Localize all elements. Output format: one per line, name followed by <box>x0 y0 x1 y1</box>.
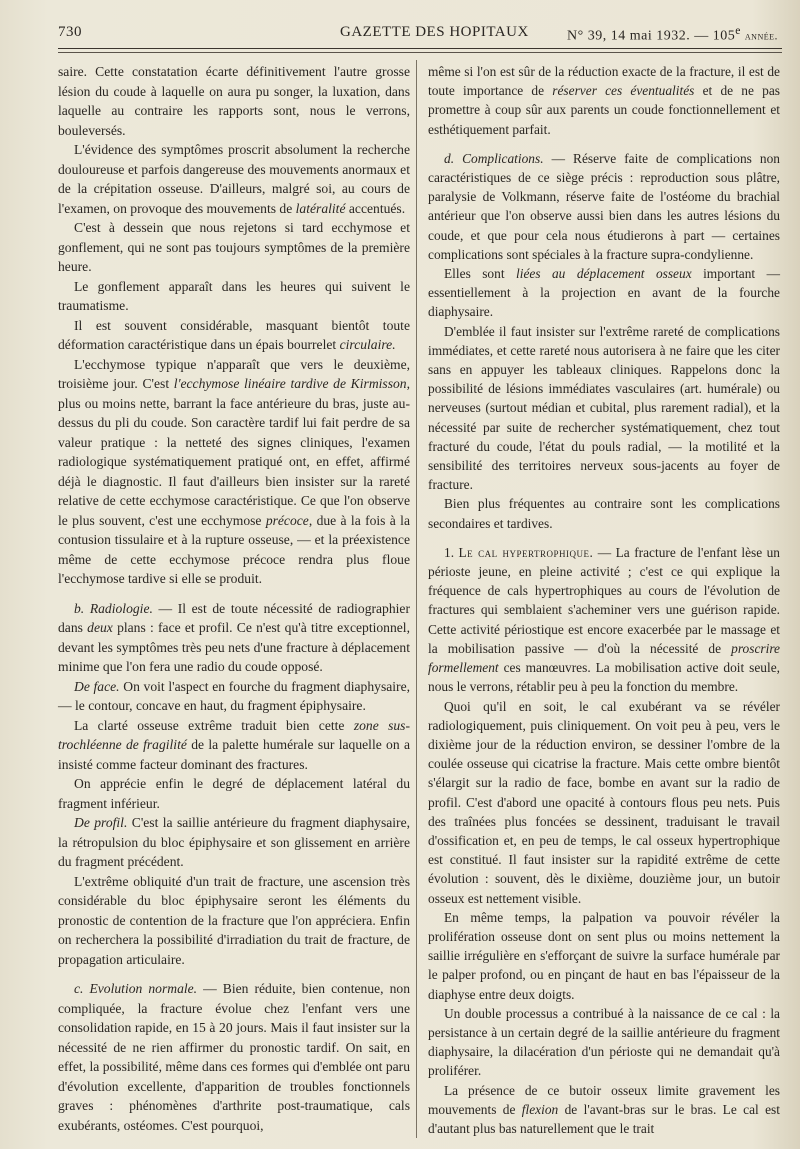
text-run: — Réserve faite de complications non caractéristiques de ce siège précis : reproduction sous plâtre, paralysie de Volkmann, réserve faite de l'ostéome du brachial antérieur que l'on observe aussi bien dans les autres lésions du coude, et que pour cela nous étudierons à part — certaines complications sont spéciales à la fracture supra-condylienne. <box>428 150 780 262</box>
paragraph <box>428 322 780 495</box>
text-run: et de ne pas promettre à coup sûr aux parents un coude fonctionnellement et esthétiquement parfait. <box>428 83 780 137</box>
text-run: c. Evolution normale. <box>74 981 198 996</box>
text-run: de l'avant-bras sur le bras. Le cal est d'autant plus bas naturellement que le trait <box>428 1101 780 1136</box>
text-run: accentués. <box>345 200 406 216</box>
text-run: C'est la saillie antérieure du fragment diaphysaire, la rétropulsion du bloc épiphysaire et son glissement en arrière du fragment précédent. <box>58 815 411 869</box>
text-run: L'extrême obliquité d'un trait de fracture, une ascension très considérable du bloc épiphysaire seront les éléments du pronostic de contention de la fracture que l'on appréciera. Enfin on recherchera la possibilité d'irradiation du trait de fracture, de propagation articulaire. <box>58 873 410 967</box>
paragraph <box>58 716 410 775</box>
left-column <box>58 62 410 1135</box>
paragraph <box>58 872 410 970</box>
issue-superscript: e <box>735 24 741 37</box>
text-run: C'est à dessein que nous rejetons si tard ecchymose et gonflement, qui ne sont pas toujours symptômes de la première heure. <box>58 220 410 274</box>
text-run: ces manœuvres. La mobilisation active doit seule, nous le verrons, rétablir peu à peu la fonction du membre. <box>428 660 780 695</box>
text-run: flexion <box>521 1101 559 1117</box>
paragraph <box>428 1004 780 1081</box>
text-run: Le gonflement apparaît dans les heures qui suivent le traumatisme. <box>58 278 410 313</box>
text-run: 1. <box>444 544 459 560</box>
text-run: deux <box>87 620 113 635</box>
paragraph <box>428 494 780 532</box>
paragraph <box>58 277 410 316</box>
paragraph <box>58 813 410 872</box>
text-run: — Il est de toute nécessité de radiographier dans <box>58 600 410 635</box>
text-run: liées au déplacement osseux <box>516 266 692 282</box>
text-run: On apprécie enfin le degré de déplacement latéral du fragment inférieur. <box>58 776 410 811</box>
page-number: 730 <box>58 24 82 40</box>
text-run: En même temps, la palpation va pouvoir révéler la prolifération osseuse dont on sent plus ou moins nettement la saillie irrégulière en s'efforçant de suivre la surface humérale par le palper profond, ou en pinçant de haut en bas l'épaisseur de la diaphyse entre deux doigts. <box>428 909 780 1002</box>
text-run: important — essentiellement à la projection en avant de la fourche diaphysaire. <box>428 266 780 320</box>
paragraph <box>58 677 410 716</box>
text-run: On voit l'aspect en fourche du fragment diaphysaire, — le contour, concave en haut, du fragment épiphysaire. <box>58 678 410 713</box>
text-run: b. Radiologie. <box>74 600 153 616</box>
text-run: De face. <box>74 678 120 694</box>
section-evolution <box>58 979 410 1135</box>
issue-annee: année. <box>744 28 778 43</box>
text-run: L'ecchymose typique n'apparaît que vers le deuxième, troisième jour. C'est <box>58 356 410 391</box>
header-rule-thin <box>58 52 782 53</box>
text-run: De profil. <box>74 815 128 830</box>
page-header <box>58 22 778 46</box>
paragraph <box>58 316 410 355</box>
text-run: Bien plus fréquentes au contraire sont les complications secondaires et tardives. <box>428 496 780 531</box>
text-run: de la palette humérale sur laquelle on a insisté comme facteur dominant des fractures. <box>58 737 410 772</box>
text-run: Quoi qu'il en soit, le cal exubérant va se révéler radiologiquement, puis cliniquement. On voit peu à peu, vers le dixième jour de la réduction environ, se dessiner l'ombre de la coulée osseuse qui cicatrise la fracture. Mais cette ombre bientôt s'élargit sur la radio de face, bombe en avant sur la radio de profil. C'est d'abord une opacité à contours flous peu nets. Puis des traînées plus foncées se dessinent, traduisant le travail d'ossification et, en peu de temps, le cal osseux hypertrophique est constitué. Il faut insister sur la rapidité extrême de cette évolution : souvent, dès le dixième, douzième jour, un butoir osseux est nettement visible. <box>428 698 780 906</box>
text-run: d. Complications. <box>444 150 544 166</box>
right-column <box>428 62 780 1138</box>
section-complications <box>428 149 780 264</box>
paragraph <box>428 62 780 139</box>
text-run: — La fracture de l'enfant lèse un périoste jeune, en pleine activité ; c'est ce qui explique la fréquence de cals hypertrophiques au cours de l'évolution de fractures qui semblaient s'acheminer vers une guérison rapide. Cette activité périostique est encore exacerbée par le massage et la mobilisation passive — d'où la nécessité de <box>428 544 781 656</box>
text-run: précoce <box>265 512 309 528</box>
paragraph <box>58 355 410 589</box>
text-run: réserver ces éventualités <box>552 83 695 99</box>
text-run: latéralité <box>295 200 346 216</box>
text-run: saire. Cette constatation écarte définitivement l'autre grosse lésion du coude à laquelle on aura pu songer, la luxation, dans laquelle au contraire les rapports sont, nous le verrons, bouleversés. <box>58 64 410 138</box>
paragraph <box>428 1081 780 1139</box>
text-run: Un double processus a contribué à la naissance de ce cal : la persistance à un certain degré de la saillie antérieure du fragment diaphysaire, la dilacération d'un périoste qui ne demandait qu'à proliférer. <box>428 1005 780 1079</box>
text-run: plans : face et profil. Ce n'est qu'à titre exceptionnel, devant les symptômes très peu nets d'une fracture à déplacement minime que l'on fera une radio du coude opposé. <box>58 620 410 674</box>
paragraph <box>428 264 780 322</box>
paragraph <box>58 218 410 277</box>
column-divider <box>416 60 417 1138</box>
text-run: La clarté osseuse extrême traduit bien cette <box>74 717 354 733</box>
text-run: — Bien réduite, bien contenue, non compliquée, la fracture évolue chez l'enfant vers une consolidation rapide, en 15 à 20 jours. Mais il faut insister sur la nécessité de ne rien affirmer du pronostic tardif. On sait, en effet, la possibilité, même dans ces formes qui d'emblée ont paru d'évolution excellente, d'apparition de troubles fonctionnels graves : phénomènes d'arthrite post-traumatique, cals exubérants, ostéomes. C'est pourquoi, <box>58 981 410 1133</box>
paragraph <box>58 62 410 140</box>
text-run: l'ecchymose linéaire tardive de Kirmisson <box>173 376 407 391</box>
text-run: La présence de ce butoir osseux limite gravement les mouvements de <box>428 1082 780 1117</box>
paragraph <box>58 140 410 218</box>
paragraph <box>428 697 780 908</box>
text-run: Il est souvent considérable, masquant bientôt toute déformation caractéristique dans un épais bourrelet <box>58 317 410 352</box>
issue-date: N° 39, 14 mai 1932. — 105 <box>567 28 736 44</box>
text-run: L'évidence des symptômes proscrit absolument la recherche douloureuse et parfois dangereuse des mouvements anormaux et de la crépitation osseuse. D'ailleurs, malgré soi, au cours de l'examen, on provoque des mouvements de <box>58 142 410 216</box>
text-run: même si l'on est sûr de la réduction exacte de la fracture, il est de toute importance de <box>428 64 780 99</box>
text-run: , plus ou moins nette, barrant la face antérieure du bras, juste au-dessus du pli du coude. Son caractère tardif lui fait perdre de sa valeur pratique : la netteté des signes cliniques, l'examen radiologique systématiquement pratiqué ont, en effet, affirmé déjà le diagnostic. Il faut d'ailleurs bien insister sur la rareté relative de cette ecchymose caractéristique. Ce que l'on observe le plus souvent, c'est une ecchymose <box>58 376 410 528</box>
text-run: , due à la fois à la contusion tissulaire et à la rupture osseuse, — et la préexistence même de cette ecchymose précoce rendra plus floue l'ecchymose tardive si elle se produit. <box>58 512 410 586</box>
journal-title: GAZETTE DES HOPITAUX <box>340 24 529 40</box>
text-run: zone sus-trochléenne de fragilité <box>58 717 410 752</box>
issue-info <box>567 24 778 45</box>
paragraph <box>428 908 780 1004</box>
paragraph <box>58 774 410 813</box>
text-run: proscrire formellement <box>428 640 780 676</box>
text-run: circulaire. <box>339 337 396 352</box>
section-radiologie <box>58 599 410 677</box>
text-run: Elles sont <box>444 266 516 282</box>
text-run: D'emblée il faut insister sur l'extrême rareté de complications immédiates, et cette rareté nous autorisera à ne faire que les citer sans en appuyer les tableaux cliniques. Rappelons donc la possibilité de lésions immédiates vasculaires (art. humérale) ou nerveuses (surtout médian et cubital, plus rarement radial), et la nécessité par suite de rechercher systématiquement, chez tout fracturé du coude, l'état du pouls radial, — la motilité et la sensibilité des territoires nerveux sous-jacents au foyer de fracture. <box>428 323 780 493</box>
text-run: Le cal hypertrophique. <box>458 544 594 560</box>
section-cal-hypertrophique <box>428 543 780 697</box>
header-rule <box>58 48 782 49</box>
